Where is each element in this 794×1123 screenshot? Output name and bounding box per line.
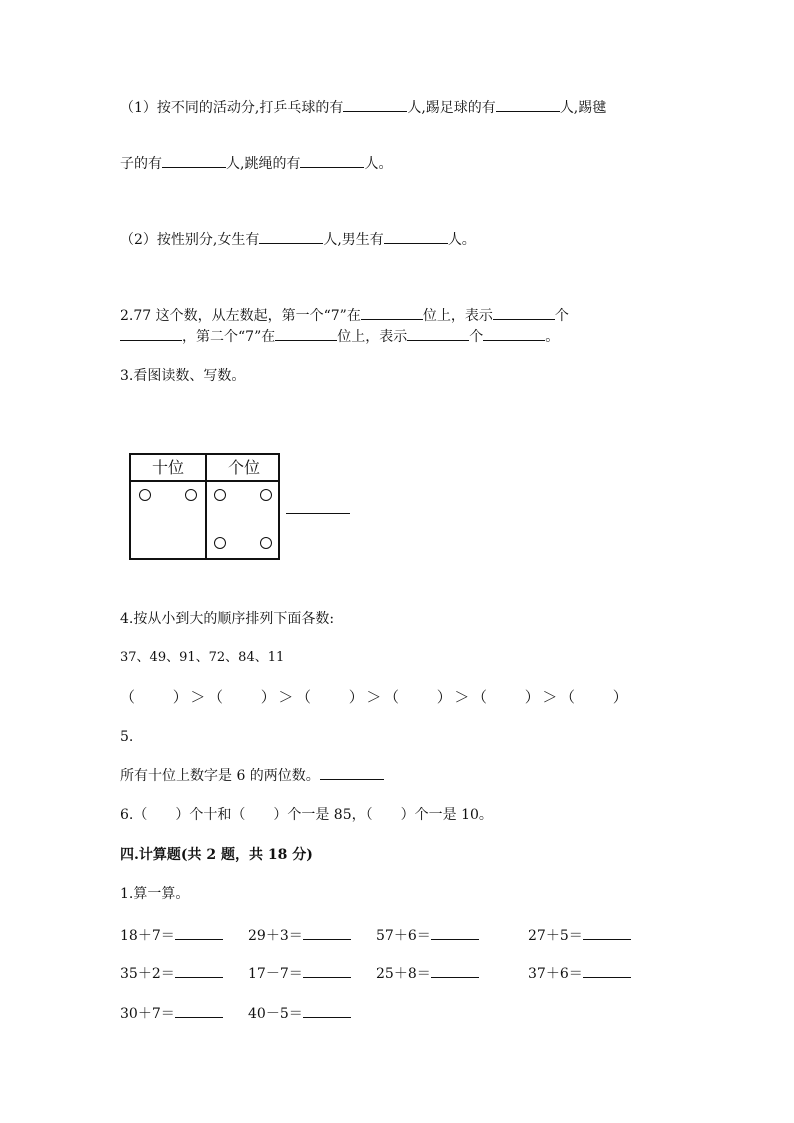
q2-text: 位上，表示 [422,308,493,324]
q2-text: 个 [554,308,569,324]
answer-blank[interactable] [583,963,631,978]
bead-circle [185,489,197,501]
calc-item [528,963,631,984]
q3-title: 3.看图读数、写数。 [120,368,246,384]
q1-part2-line [120,229,476,250]
q1-text: 人。 [364,156,393,172]
answer-blank[interactable] [483,326,545,341]
calc-item [376,963,479,984]
ones-header: 个位 [227,458,260,477]
calc-item [120,1003,223,1024]
answer-blank[interactable] [259,229,323,244]
q1-text: 人,踢足球的有 [407,100,496,116]
answer-blank[interactable] [175,925,223,940]
answer-blank[interactable] [175,963,223,978]
place-value-chart [129,453,280,560]
calc-expression: 27＋5＝ [528,928,583,944]
answer-blank[interactable] [407,326,469,341]
calc-expression: 57＋6＝ [376,928,431,944]
answer-blank[interactable] [496,97,560,112]
q1-text: 人,男生有 [323,232,384,248]
answer-blank[interactable] [175,1003,223,1018]
q4-title: 4.按从小到大的顺序排列下面各数: [120,611,335,627]
calc-expression: 30＋7＝ [120,1006,175,1022]
calc-item [248,925,351,946]
q5-title: 5. [120,729,134,745]
answer-blank[interactable] [303,1003,351,1018]
column-divider [205,455,207,558]
answer-blank[interactable] [431,963,479,978]
calc-item [248,963,351,984]
answer-blank[interactable] [320,765,384,780]
answer-blank[interactable] [162,153,226,168]
bead-circle [214,537,226,549]
q1-part1-line2 [120,153,392,174]
section-title: 四.计算题(共 2 题，共 18 分) [120,847,313,863]
calc-title: 1.算一算。 [120,886,190,902]
q1-text: 人。 [447,232,476,248]
q2-text: ，第二个“7”在 [182,329,276,345]
answer-blank[interactable] [303,963,351,978]
calc-item [120,963,223,984]
q1-text: 人,踢毽 [559,100,607,116]
answer-blank[interactable] [303,925,351,940]
q4-compare: （ ）＞（ ）＞（ ）＞（ ）＞（ ）＞（ ） [120,688,631,706]
header-divider [131,480,278,482]
answer-blank[interactable] [343,97,407,112]
q1-text: （1）按不同的活动分,打乒乓球的有 [120,100,344,116]
calc-item [376,925,479,946]
answer-blank[interactable] [275,326,337,341]
answer-blank[interactable] [300,153,364,168]
answer-blank[interactable] [384,229,448,244]
calc-item [248,1003,351,1024]
q1-text: 人,跳绳的有 [226,156,301,172]
q5-line [120,765,384,786]
q2-line2 [120,326,559,347]
calc-expression: 18＋7＝ [120,928,175,944]
q1-text: 子的有 [120,156,162,172]
calc-expression: 17－7＝ [248,966,303,982]
calc-expression: 40－5＝ [248,1006,303,1022]
q2-text: 位上，表示 [337,329,408,345]
calc-item [120,925,223,946]
answer-blank[interactable] [361,305,423,320]
answer-blank[interactable] [120,326,182,341]
tens-header: 十位 [151,458,184,477]
calc-expression: 37＋6＝ [528,966,583,982]
calc-item [528,925,631,946]
calc-expression: 35＋2＝ [120,966,175,982]
q6-line: 6.（ ）个十和（ ）个一是 85，（ ）个一是 10。 [120,807,493,823]
q2-line1 [120,305,569,326]
q2-text: 个 [469,329,484,345]
q5-text: 所有十位上数字是 6 的两位数。 [120,768,320,784]
q4-numbers: 37、49、91、72、84、11 [120,650,285,665]
bead-circle [260,537,272,549]
q2-text: 2.77 这个数，从左数起，第一个“7”在 [120,308,361,324]
bead-circle [139,489,151,501]
answer-blank[interactable] [431,925,479,940]
q1-text: （2）按性别分,女生有 [120,232,260,248]
answer-blank[interactable] [583,925,631,940]
bead-circle [214,489,226,501]
calc-expression: 25＋8＝ [376,966,431,982]
answer-blank[interactable] [493,305,555,320]
answer-blank[interactable] [286,513,350,514]
q2-text: 。 [545,329,560,345]
calc-expression: 29＋3＝ [248,928,303,944]
bead-circle [260,489,272,501]
q1-part1-line1 [120,97,606,118]
